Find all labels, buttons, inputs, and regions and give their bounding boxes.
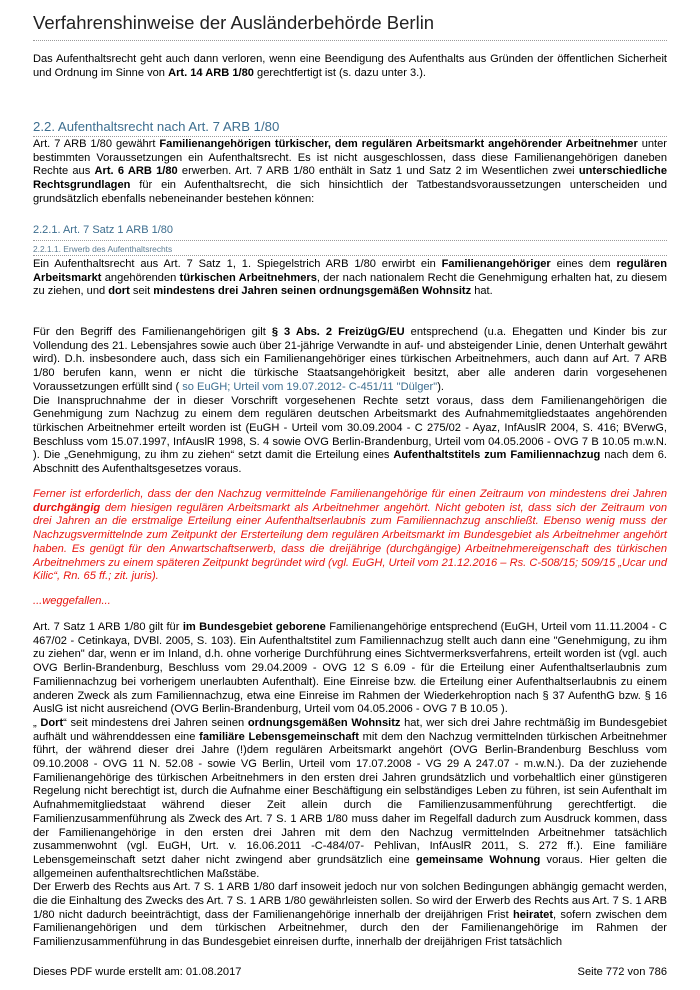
bold-text: § 3 Abs. 2 FreizügG/EU: [271, 326, 405, 338]
bold-text: durchgängig: [33, 501, 101, 514]
bold-text: ordnungsgemäßen Wohnsitz: [247, 716, 401, 729]
section-heading-2-2-1: 2.2.1. Art. 7 Satz 1 ARB 1/80: [33, 224, 667, 241]
removed-text: ...weggefallen...: [33, 595, 111, 607]
text: nach dem 6. Abschnitt des Aufenthaltsgesetzes voraus.: [33, 449, 667, 476]
text: Art. 7 Satz 1 ARB 1/80 gilt für: [33, 621, 183, 633]
text: seit: [129, 285, 154, 298]
text: Art. 7 ARB 1/80 gewährt: [33, 138, 160, 150]
text: „: [33, 716, 41, 729]
bold-text: dort: [108, 285, 130, 298]
bold-text: regulären Arbeitsmarkt: [33, 258, 667, 284]
text: voraus. Hier gelten die allgemeinen aufenthaltsrechtlichen Maßstäbe.: [33, 853, 668, 880]
text: hat, wer sich drei Jahre rechtmäßig im Bundesgebiet aufhält und währenddessen eine: [33, 716, 668, 743]
text: ).: [437, 380, 444, 393]
intro-paragraph: [33, 53, 667, 80]
pdf-created-date: Dieses PDF wurde erstellt am: 01.08.2017: [33, 966, 242, 978]
text: für ein Aufenthaltsrecht, die sich hinsichtlich der Tatbestandsvoraussetzungen unterscheiden und grundsätzlich ebenfalls nebeneinander bestehen können:: [33, 179, 667, 205]
text: Der Erwerb des Rechts aus Art. 7 S. 1 ARB 1/80 darf insoweit jedoch nur von solchen Bedingungen abhängig gemacht werden, die die Einhaltung des Zwecks des Art. 7 S. 1 ARB 1/80 gewährleisten sollen. So wird der Erwerb des Rechts aus Art. 7 S. 1 ARB 1/80 nicht dadurch beeinträchtigt, dass der Familienangehörige innerhalb der dreijährigen Frist: [33, 881, 667, 921]
case-reference-link[interactable]: so EuGH; Urteil vom 19.07.2012- C-451/11 "Dülger": [182, 380, 438, 393]
text: Die Inanspruchnahme der in dieser Vorschrift vorgesehenen Rechte setzt voraus, dass dem Familienangehörigen die Genehmigung zum Nachzug zu einem dem regulären deutschen Arbeitsmarkt des Aufnahmemitgliedstaates angehörenden türkischen Arbeitnehmer erteilt worden ist (EuGH - Urteil vom 30.09.2004 - C 275/02 - Ayaz, InfAuslR 2004, S. 416; BVerwG, Beschluss vom 15.07.1997, InfAuslR 1998, S. 4 sowie OVG Berlin-Brandenburg, Urteil vom 04.05.2006 - OVG 7 B 10.05 m.w.N. ). Die „Genehmigung, zu ihm zu ziehen“ setzt damit die Erteilung eines: [33, 394, 667, 462]
bold-text: mindestens drei Jahren seinen ordnungsgemäßen Wohnsitz: [153, 285, 472, 298]
bold-text: gemeinsame Wohnung: [415, 853, 541, 866]
text: erwerben. Art. 7 ARB 1/80 enthält in Satz 1 und Satz 2 im Wesentlichen zwei: [177, 165, 579, 178]
text: “ seit mindestens drei Jahren seinen: [63, 716, 248, 729]
born-in-territory-paragraph: [33, 621, 667, 950]
bold-text: Art. 14 ARB 1/80: [168, 66, 254, 79]
bold-text: Aufenthaltstitels zum Familiennachzug: [393, 449, 601, 462]
text: Ferner ist erforderlich, dass der den Nachzug vermittelnde Familienangehörige für einen Zeitraum von mindestens drei Jahren: [33, 488, 667, 500]
bold-text: Familienangehörigen türkischer, dem regulären Arbeitsmarkt angehörender Arbeitnehmer: [159, 138, 638, 150]
text: Das Aufenthaltsrecht geht auch dann verloren, wenn eine Beendigung des Aufenthalts aus Gründen der öffentlichen Sicherheit und Ordnung im Sinne von: [33, 53, 667, 79]
bold-text: heiratet: [512, 908, 554, 921]
text: hat.: [471, 285, 493, 298]
text: Für den Begriff des Familienangehörigen gilt: [33, 326, 272, 338]
text: , der nach nationalem Recht die Genehmigung erhalten hat, zu diesem zu ziehen, und: [33, 271, 667, 298]
section-heading-2-2: 2.2. Aufenthaltsrecht nach Art. 7 ARB 1/80: [33, 119, 667, 137]
section-heading-2-2-1-1: 2.2.1.1. Erwerb des Aufenthaltsrechts: [33, 244, 667, 256]
bold-text: türkischen Arbeitnehmers: [179, 271, 317, 284]
text: unter bestimmten Voraussetzungen ein Aufenthaltsrecht. Es ist nicht ausgeschlossen, dass diese Familienangehörigen daneben Rechte aus: [33, 138, 667, 178]
text: gerechtfertigt ist (s. dazu unter 3.).: [253, 66, 426, 79]
text: dem hiesigen regulären Arbeitsmarkt als Arbeitnehmer angehört. Nicht geboten ist, dass sich der Zeitraum von drei Jahren an die erstmalige Erteilung einer Aufenthaltserlaubnis zum Familiennachzug anschließt. Ebenso wenig muss der Nachzugsvermittelnde zum Zeitpunkt der Ersterteilung dem regulären Arbeitsmarkt im Bundesgebiet als Arbeitnehmer angehört haben. Es genügt für den Anwartschaftserwerb, dass die dreijährige (durchgängige) Arbeitnehmereigenschaft des türkischen Arbeitnehmers zu einem späteren Zeitpunkt begründet wird (vgl. EuGH, Urteil vom 21.12.2016 – Rs. C-508/15; 509/15 „Ucar und Kilic“, Rn. 65 ff.; zit. juris).: [33, 501, 667, 583]
bold-text: unterschiedliche Rechtsgrundlagen: [33, 165, 668, 192]
page-footer: [33, 966, 667, 978]
text: eines dem: [550, 258, 617, 270]
bold-text: Art. 6 ARB 1/80: [94, 165, 178, 178]
text: Familienangehörige entsprechend (EuGH, Urteil vom 11.11.2004 - C 467/02 - Cetinkaya, DVBl. 2005, S. 103). Ein Aufenthaltstitel zum Familiennachzug stellt auch dann eine "Genehmigung, zu ihm zu ziehen" dar, wenn er im Inland, d.h. ohne vorherige Durchführung eines Sichtvermerksverfahrens, erteilt worden ist (vgl. auch OVG Berlin-Brandenburg, Beschluss vom 29.04.2009 - OVG 12 S 6.09 - für die Erteilung einer Aufenthaltserlaubnis zum Familiennachzug bei vorherigem unerlaubten Aufenthalt). Eine Einreise bzw. die Erteilung einer Aufenthaltserlaubnis zu einem anderen Zweck als zum Familiennachzug, etwa eine Einreise im Rahmen der Wiederkehroption nach § 37 AufenthG bzw. § 16 AuslG ist nicht ausreichend (OVG Berlin-Brandenburg, Urteil vom 04.05.2006 - OVG 7 B 10.05 ).: [33, 621, 667, 716]
text: entsprechend (u.a. Ehegatten und Kinder bis zur Vollendung des 21. Lebensjahres sowie auch über 21-jährige Verwandte in auf- und absteigender Linie, denen Unterhalt gewährt wird). D.h. insbesondere auch, dass sich ein Familienangehöriger eines türkischen Arbeitnehmers, auch dann auf Art. 7 ARB 1/80 berufen kann, wenn er nicht die türkische Staatsangehörigkeit besitzt, aber alle anderen darin vorgesehenen Voraussetzungen erfüllt sind (: [33, 326, 667, 393]
bold-text: im Bundesgebiet geborene: [182, 621, 326, 633]
section-2-2-paragraph: [33, 138, 667, 207]
text: mit dem den Nachzug vermittelnden türkischen Arbeitnehmer führt, der während dieser drei Jahre (!)dem regulären Arbeitsmarkt angehört (OVG Berlin-Brandenburg Beschluss vom 09.10.2008 - OVG 11 N. 52.08 - sowie VG Berlin, Urteil vom 17.07.2008 - VG 29 A 247.07 - m.w.N.). Da der zuziehende Familienangehörige des türkischen Arbeitnehmers in den ersten drei Jahren grundsätzlich und vorbehaltlich einer günstigeren Regelung nicht berechtigt ist, durch die Aufnahme einer Beschäftigung ein selbständiges Leben zu führen, ist sein Aufenthalt im Aufnahmemitgliedstaat während dieser Zeit allein durch die Familienzusammenführung gerechtfertigt. die Familienzusammenführung als Zweck des Art. 7 S. 1 ARB 1/80 muss daher im Regelfall dadurch zum Ausdruck kommen, dass der Familienangehörige in den ersten drei Jahren mit dem den Nachzug vermittelnden Arbeitnehmer tatsächlich zusammenwohnt (vgl. EuGH, Urt. v. 16.06.2011 -C-484/07- Pehlivan, InfAuslR 2011, S. 272 ff.). Eine familiäre Lebensgemeinschaft setzt daher nicht zwingend aber grundsätzlich eine: [33, 730, 667, 866]
page-header-title: Verfahrenshinweise der Ausländerbehörde Berlin: [33, 12, 667, 41]
removed-note: [33, 595, 667, 609]
bold-text: Dort: [40, 716, 64, 729]
text: Ein Aufenthaltsrecht aus Art. 7 Satz 1, 1. Spiegelstrich ARB 1/80 erwirbt ein: [33, 258, 442, 270]
page-number: Seite 772 von 786: [577, 966, 667, 978]
bold-text: Familienangehöriger: [441, 258, 551, 270]
amended-red-paragraph: [33, 488, 667, 584]
text: angehörenden: [101, 271, 180, 284]
text: , sofern zwischen dem Familienangehörigen und dem türkischen Arbeitnehmer, durch den der Familienangehörige im Rahmen der Familienzusammenführung in das Bundesgebiet einreisen durfte, innerhalb der dreijährigen Frist tatsächlich: [33, 908, 667, 949]
bold-text: familiäre Lebensgemeinschaft: [199, 730, 359, 743]
family-definition-paragraph: [33, 326, 667, 477]
section-2-2-1-1-paragraph: [33, 258, 667, 299]
